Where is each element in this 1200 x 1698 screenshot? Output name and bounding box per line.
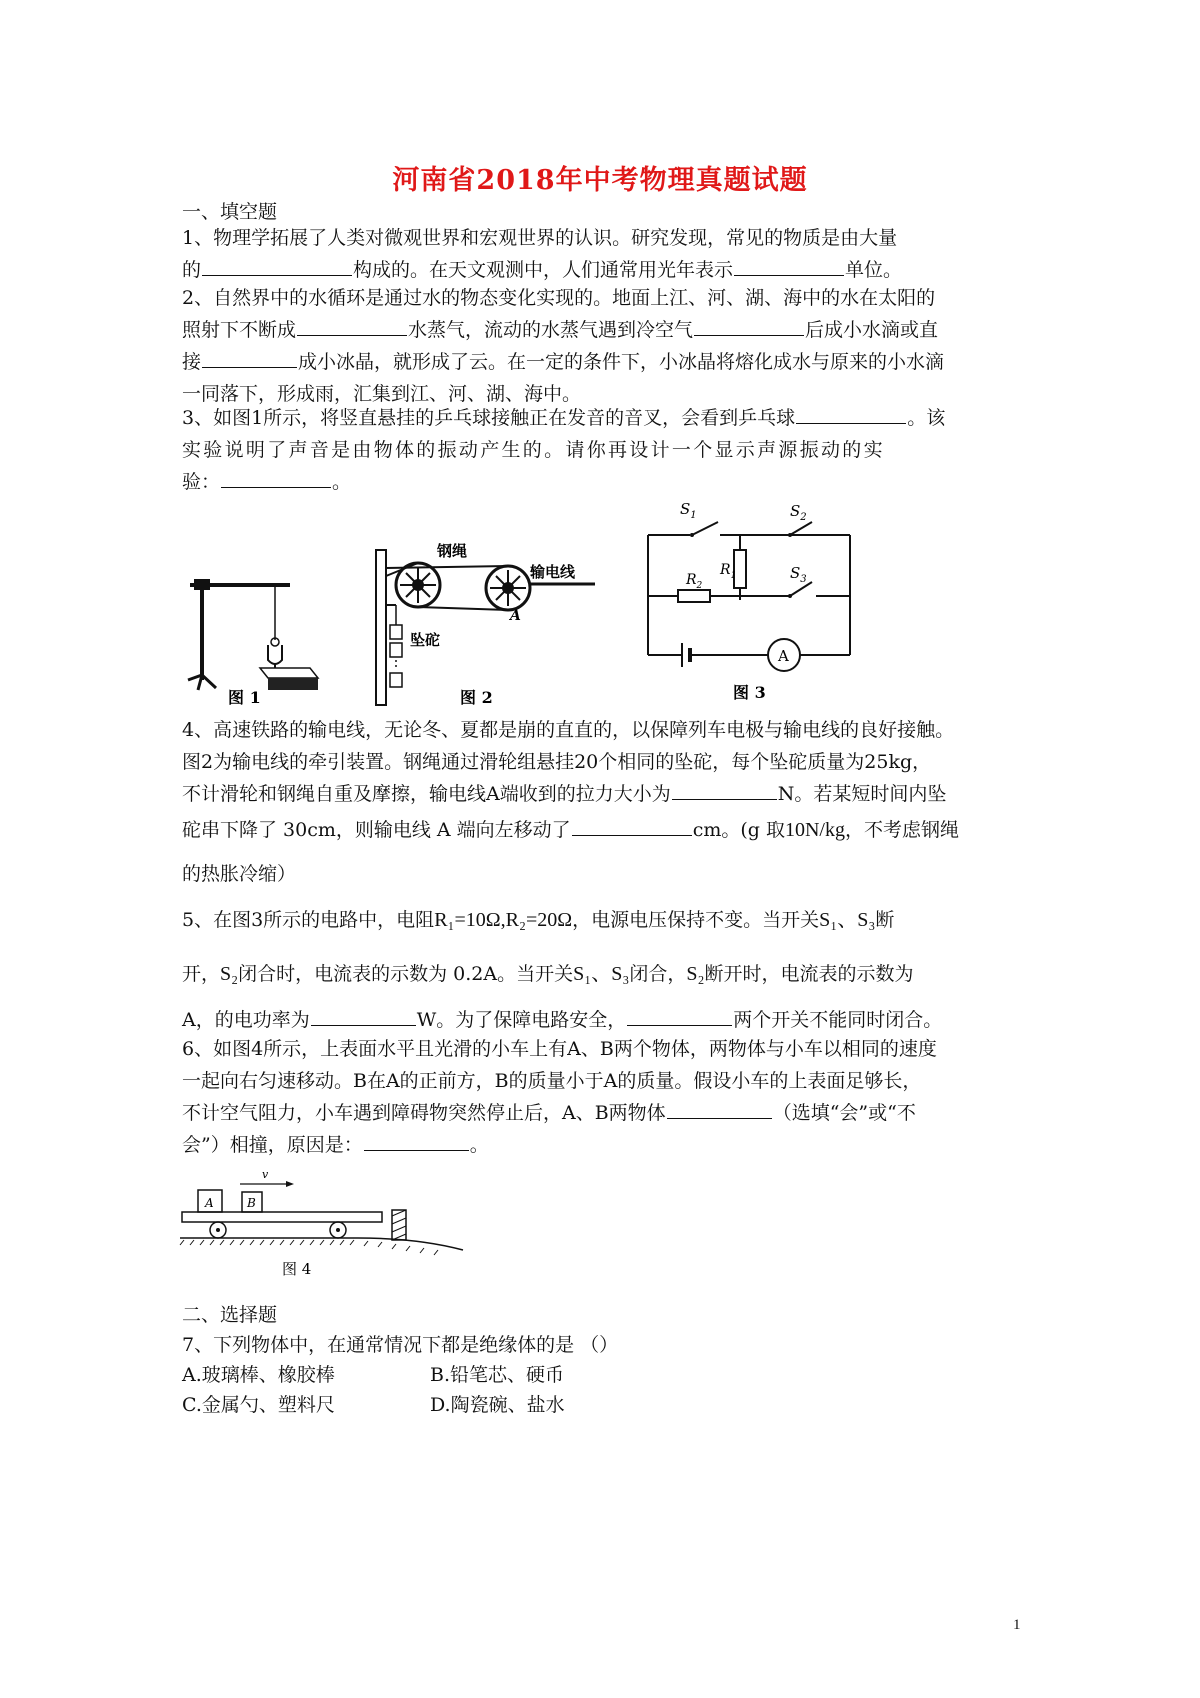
q3-text: 验：	[182, 471, 221, 493]
answer-blank	[627, 1007, 732, 1026]
figure-3-circuit	[640, 500, 880, 710]
figure-4-cart	[178, 1160, 478, 1295]
question-3	[182, 402, 1022, 498]
figure-2-a-label: A	[510, 608, 521, 624]
resistor-r2-label: $R_2$	[686, 572, 703, 591]
section-multiple-choice: 二、选择题	[182, 1304, 278, 1326]
question-4	[182, 714, 1022, 810]
q3-text: 。该	[907, 407, 946, 429]
figure-2-weight-label: 坠砣	[410, 631, 441, 649]
q2-text: 接	[182, 351, 202, 373]
q4-text: N。若某短时间内坠	[777, 783, 947, 805]
answer-blank	[672, 781, 777, 800]
figure-2-caption: 图 2	[460, 688, 493, 707]
q4-line1: 4、高速铁路的输电线，无论冬、夏都是崩的直直的，以保障列车电极与输电线的良好接触。	[182, 719, 955, 741]
figure-4-caption: 图 4	[282, 1260, 312, 1278]
q4-text: 不计滑轮和钢绳自重及摩擦，输电线A端收到的拉力大小为	[182, 783, 671, 805]
q6-line2: 一起向右匀速移动。B在A的正前方，B的质量小于A的质量。假设小车的上表面足够长，	[182, 1070, 922, 1092]
q3-line2: 实验说明了声音是由物体的振动产生的。请你再设计一个显示声源振动的实	[182, 439, 885, 461]
question-5-cont	[182, 958, 1022, 990]
q1-text: 的	[182, 259, 202, 281]
answer-blank	[796, 405, 906, 424]
q1-text: 单位。	[845, 259, 903, 281]
q6-text: 会”）相撞，原因是：	[182, 1134, 363, 1156]
answer-blank	[734, 257, 844, 276]
q5-text: 5、在图3所示的电路中，电阻	[182, 909, 435, 931]
answer-blank	[202, 257, 352, 276]
switch-s3-label: $S_3$	[790, 564, 807, 585]
q5-text: W。为了保障电路安全，	[416, 1009, 627, 1031]
q5-resistor-values: R₁=10Ω,R₂=20Ω	[434, 909, 573, 931]
ammeter-label: A	[778, 647, 789, 665]
answer-blank	[311, 1007, 416, 1026]
q4-text: 砣串下降了 30cm，则输电线 A 端向左移动了	[182, 819, 571, 841]
figure-4-block-b: B	[247, 1196, 256, 1210]
figure-2-rope-label: 钢绳	[437, 542, 468, 560]
q7-option-a: A.玻璃棒、橡胶棒	[182, 1364, 335, 1386]
switch-s2-label: $S_2$	[790, 502, 807, 523]
q4-line2: 图2为输电线的牵引装置。钢绳通过滑轮组悬挂20个相同的坠砣，每个坠砣质量为25kg，	[182, 751, 932, 773]
q2-text: 成小冰晶，就形成了云。在一定的条件下，小冰晶将熔化成水与原来的小水滴	[298, 351, 945, 373]
q5-switch-name: S₂	[686, 963, 705, 985]
answer-blank	[572, 817, 692, 836]
q7-option-c: C.金属勺、塑料尺	[182, 1394, 335, 1416]
q5-text: ，电源电压保持不变。当开关	[572, 909, 820, 931]
switch-s1-label: $S_1$	[680, 500, 697, 521]
answer-blank	[667, 1100, 772, 1119]
answer-blank	[221, 469, 331, 488]
section-fill-in: 一、填空题	[182, 201, 278, 223]
q2-text: 后成小水滴或直	[805, 319, 939, 341]
answer-blank	[364, 1132, 469, 1151]
q5-text: A，的电功率为	[182, 1009, 310, 1031]
question-2	[182, 282, 1022, 410]
q5-text: 闭合，	[629, 963, 687, 985]
question-1	[182, 222, 1022, 286]
figure-2-wire-label: 输电线	[530, 563, 576, 581]
q5-text: 断开时，电流表的示数为	[704, 963, 914, 985]
q5-switch-names: S₁、S₃	[573, 963, 630, 985]
figure-2-pulley	[370, 540, 610, 710]
question-7-stem: 7、下列物体中，在通常情况下都是绝缘体的是 （）	[182, 1334, 619, 1356]
q5-text: 开，	[182, 963, 221, 985]
q6-text: 。	[469, 1134, 489, 1156]
q2-line4: 一同落下，形成雨，汇集到江、河、湖、海中。	[182, 383, 582, 405]
q5-switch-names: S₁、S₃	[819, 909, 876, 931]
q5-switch-name: S₂	[220, 963, 239, 985]
q5-text: 断	[875, 909, 895, 931]
question-5-end	[182, 1004, 1022, 1036]
q6-line1: 6、如图4所示，上表面水平且光滑的小车上有A、B两个物体，两物体与小车以相同的速度	[182, 1038, 937, 1060]
figure-1-tuning-fork	[180, 560, 350, 710]
q4-line5: 的热胀冷缩）	[182, 863, 297, 885]
q3-text: 3、如图1所示，将竖直悬挂的乒乓球接触正在发音的音叉，会看到乒乓球	[182, 407, 796, 429]
q4-text: cm。(g 取	[692, 819, 785, 841]
q6-text: 不计空气阻力，小车遇到障碍物突然停止后，A、B两物体	[182, 1102, 666, 1124]
figure-3-caption: 图 3	[733, 683, 766, 702]
page-title: 河南省2018年中考物理真题试题	[392, 165, 808, 196]
q1-text: 构成的。在天文观测中，人们通常用光年表示	[353, 259, 734, 281]
figure-1-caption: 图 1	[228, 688, 261, 707]
q2-text: 水蒸气，流动的水蒸气遇到冷空气	[408, 319, 694, 341]
q6-text: （选填“会”或“不	[772, 1102, 916, 1124]
answer-blank	[202, 349, 297, 368]
question-4-end	[182, 858, 1022, 890]
q5-text: 闭合时，电流表的示数为 0.2A。当开关	[238, 963, 574, 985]
question-5	[182, 904, 1022, 936]
answer-blank	[694, 317, 804, 336]
q3-text: 。	[332, 471, 352, 493]
resistor-r1-label: $R_1$	[720, 562, 737, 581]
q2-line1: 2、自然界中的水循环是通过水的物态变化实现的。地面上江、河、湖、海中的水在太阳的	[182, 287, 936, 309]
answer-blank	[297, 317, 407, 336]
question-6	[182, 1033, 1022, 1161]
figure-4-velocity-label: v	[262, 1168, 269, 1181]
page-number: 1	[1013, 1617, 1021, 1633]
q1-line1: 1、物理学拓展了人类对微观世界和宏观世界的认识。研究发现，常见的物质是由大量	[182, 227, 898, 249]
q7-option-d: D.陶瓷碗、盐水	[430, 1394, 565, 1416]
q4-g-value: 10N/kg	[784, 819, 845, 841]
q4-text: ，不考虑钢绳	[844, 819, 959, 841]
q5-text: 两个开关不能同时闭合。	[733, 1009, 943, 1031]
question-4-cont	[182, 814, 1022, 846]
q2-text: 照射下不断成	[182, 319, 297, 341]
figure-4-block-a: A	[205, 1196, 214, 1210]
q7-option-b: B.铅笔芯、硬币	[430, 1364, 565, 1386]
